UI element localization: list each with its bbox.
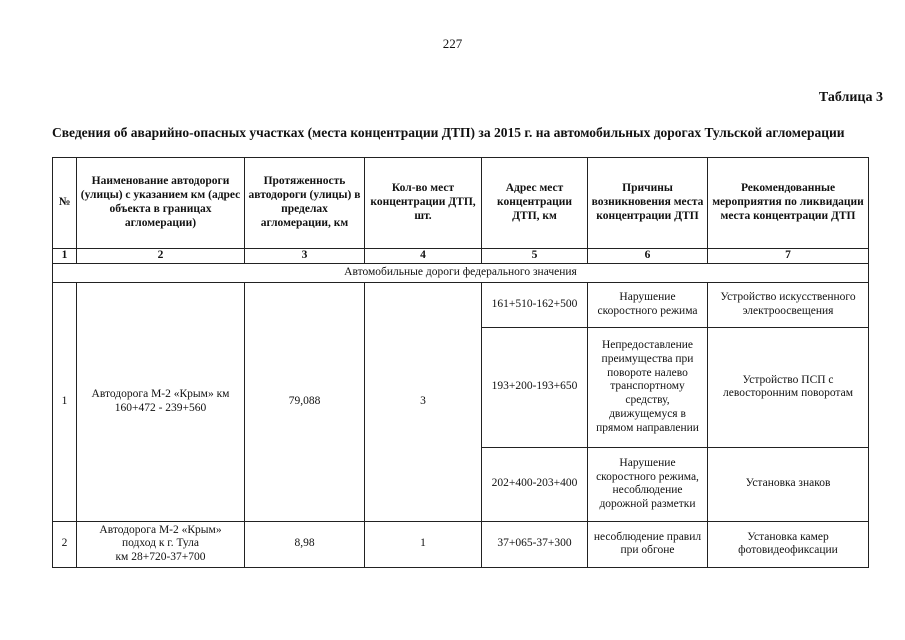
table-row bbox=[53, 282, 869, 327]
road-name-line: подход к г. Тула bbox=[121, 537, 200, 550]
road-length: 79,088 bbox=[245, 282, 365, 521]
site-cause: Непредоставление преимущества при повороте налево транспортному средству, движущемуся в прямом направлении bbox=[588, 327, 708, 447]
header-cause: Причины возникновения места концентрации ДТП bbox=[588, 158, 708, 249]
site-cause: Нарушение скоростного режима bbox=[588, 282, 708, 327]
column-number: 1 bbox=[53, 249, 77, 264]
header-length: Протяженность автодороги (улицы) в пределах агломерации, км bbox=[245, 158, 365, 249]
header-address: Адрес мест концентрации ДТП, км bbox=[482, 158, 588, 249]
table-row bbox=[53, 521, 869, 567]
column-number: 7 bbox=[708, 249, 869, 264]
column-number: 5 bbox=[482, 249, 588, 264]
header-row bbox=[53, 158, 869, 249]
column-number: 3 bbox=[245, 249, 365, 264]
table-label: Таблица 3 bbox=[818, 90, 883, 105]
header-road: Наименование автодороги (улицы) с указанием км (адрес объекта в границах агломерации) bbox=[77, 158, 245, 249]
site-measure: Установка камер фотовидеофиксации bbox=[708, 521, 869, 567]
column-number: 2 bbox=[77, 249, 245, 264]
site-measure: Установка знаков bbox=[708, 447, 869, 521]
site-address: 161+510-162+500 bbox=[482, 282, 588, 327]
road-name-line: Автодорога М-2 «Крым» bbox=[99, 523, 222, 536]
road-name bbox=[77, 521, 245, 567]
road-name: Автодорога М-2 «Крым» км 160+472 - 239+560 bbox=[77, 282, 245, 521]
header-no: № bbox=[53, 158, 77, 249]
road-name-line: км 28+720-37+700 bbox=[115, 551, 206, 564]
site-count: 1 bbox=[365, 521, 482, 567]
site-measure: Устройство ПСП с левосторонним поворотам bbox=[708, 327, 869, 447]
road-length: 8,98 bbox=[245, 521, 365, 567]
section-row bbox=[53, 263, 869, 282]
column-number: 4 bbox=[365, 249, 482, 264]
column-number: 6 bbox=[588, 249, 708, 264]
site-count: 3 bbox=[365, 282, 482, 521]
table-title: Сведения об аварийно-опасных участках (места концентрации ДТП) за 2015 г. на автомобильных дорогах Тульской агломерации bbox=[52, 125, 845, 140]
column-number-row bbox=[53, 249, 869, 264]
site-address: 202+400-203+400 bbox=[482, 447, 588, 521]
site-address: 37+065-37+300 bbox=[482, 521, 588, 567]
data-table bbox=[52, 157, 869, 568]
row-number: 2 bbox=[53, 521, 77, 567]
header-measure: Рекомендованные мероприятия по ликвидации места концентрации ДТП bbox=[708, 158, 869, 249]
section-title: Автомобильные дороги федерального значения bbox=[53, 263, 869, 282]
row-number: 1 bbox=[53, 282, 77, 521]
site-cause: Нарушение скоростного режима, несоблюдение дорожной разметки bbox=[588, 447, 708, 521]
header-count: Кол-во мест концентрации ДТП, шт. bbox=[365, 158, 482, 249]
site-measure: Устройство искусственного электроосвещения bbox=[708, 282, 869, 327]
site-cause: несоблюдение правил при обгоне bbox=[588, 521, 708, 567]
site-address: 193+200-193+650 bbox=[482, 327, 588, 447]
page-number: 227 bbox=[442, 36, 463, 51]
